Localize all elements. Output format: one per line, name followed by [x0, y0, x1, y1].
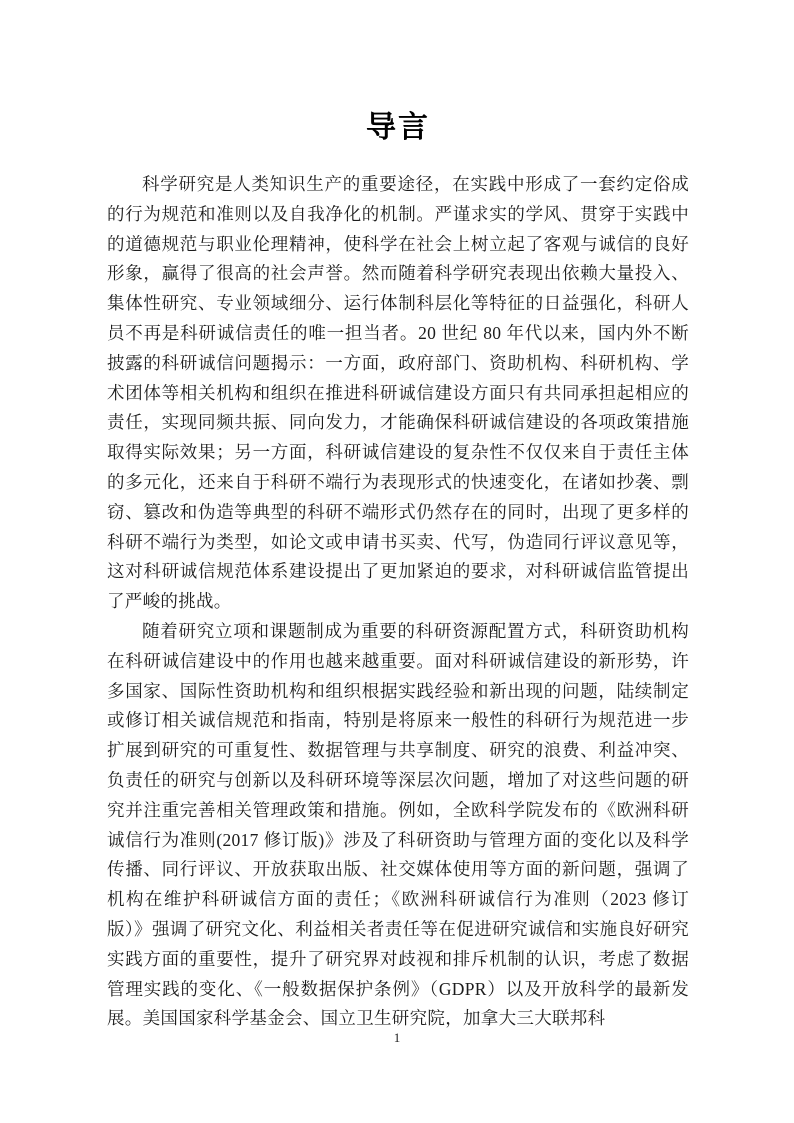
page-content	[107, 0, 689, 1034]
page-title: 导言	[366, 111, 430, 144]
paragraph-1: 科学研究是人类知识生产的重要途径，在实践中形成了一套约定俗成的行为规范和准则以及自我净化的机制。严谨求实的学风、贯穿于实践中的道德规范与职业伦理精神，使科学在社会上树立起了客观与诚信的良好形象，赢得了很高的社会声誉。然而随着科学研究表现出依赖大量投入、集体性研究、专业领域细分、运行体制科层化等特征的日益强化，科研人员不再是科研诚信责任的唯一担当者。20 世纪 80 年代以来，国内外不断披露的科研诚信问题揭示：一方面，政府部门、资助机构、科研机构、学术团体等相关机构和组织在推进科研诚信建设方面只有共同承担起相应的责任，实现同频共振、同向发力，才能确保科研诚信建设的各项政策措施取得实际效果；另一方面，科研诚信建设的复杂性不仅仅来自于责任主体的多元化，还来自于科研不端行为表现形式的快速变化，在诸如抄袭、剽窃、篡改和伪造等典型的科研不端形式仍然存在的同时，出现了更多样的科研不端行为类型，如论文或申请书买卖、代写，伪造同行评议意见等，这对科研诚信规范体系建设提出了更加紧迫的要求，对科研诚信监管提出了严峻的挑战。	[107, 174, 689, 612]
paragraph-2: 随着研究立项和课题制成为重要的科研资源配置方式，科研资助机构在科研诚信建设中的作用也越来越重要。面对科研诚信建设的新形势，许多国家、国际性资助机构和组织根据实践经验和新出现的问题，陆续制定或修订相关诚信规范和指南，特别是将原来一般性的科研行为规范进一步扩展到研究的可重复性、数据管理与共享制度、研究的浪费、利益冲突、负责任的研究与创新以及科研环境等深层次问题，增加了对这些问题的研究并注重完善相关管理政策和措施。例如，全欧科学院发布的《欧洲科研诚信行为准则(2017 修订版)》涉及了科研资助与管理方面的变化以及科学传播、同行评议、开放获取出版、社交媒体使用等方面的新问题，强调了机构在维护科研诚信方面的责任；《欧洲科研诚信行为准则（2023 修订版）》强调了研究文化、利益相关者责任等在促进研究诚信和实施良好研究实践方面的重要性，提升了研究界对歧视和排斥机制的认识，考虑了数据管理实践的变化、《一般数据保护条例》（GDPR）以及开放科学的最新发展。美国国家科学基金会、国立卫生研究院，加拿大三大联邦科	[107, 620, 689, 1029]
body-text	[107, 170, 689, 1034]
page-number: 1	[393, 1030, 401, 1045]
